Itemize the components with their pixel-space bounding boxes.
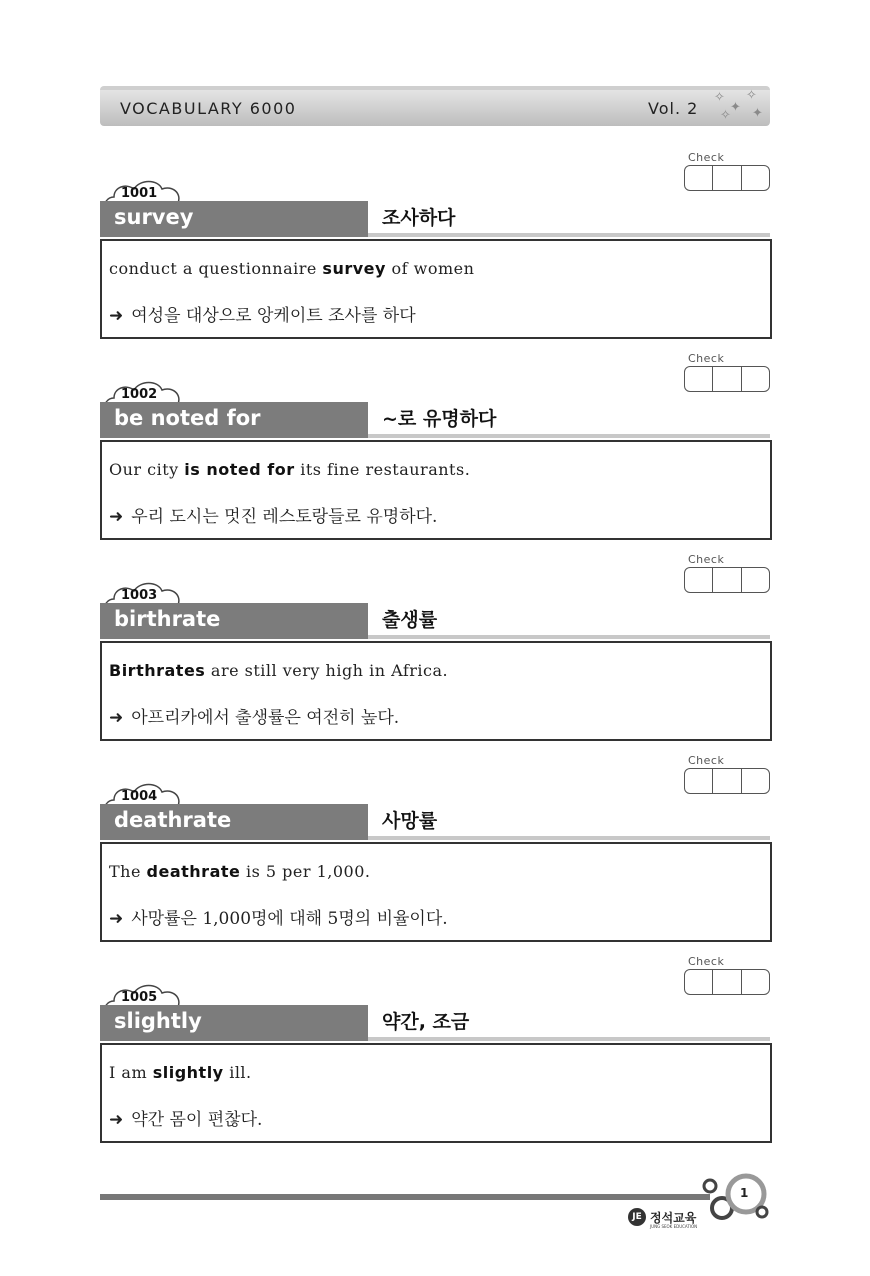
logo-icon: JE — [628, 1208, 646, 1226]
check-boxes[interactable] — [684, 352, 772, 396]
entry-number: 1002 — [121, 387, 158, 402]
check-boxes[interactable] — [684, 754, 772, 798]
check-label: Check — [688, 754, 725, 767]
check-box[interactable] — [713, 166, 741, 190]
check-box[interactable] — [742, 166, 769, 190]
word-bar — [100, 402, 368, 438]
circles-decoration-icon — [700, 1170, 770, 1230]
arrow-icon: ➜ — [109, 909, 124, 929]
example-sentence: The deathrate is 5 per 1,000. — [109, 862, 371, 881]
example-box — [100, 842, 772, 942]
vocab-entry — [100, 352, 770, 542]
check-boxes[interactable] — [684, 955, 772, 999]
entry-number: 1005 — [121, 990, 158, 1005]
check-box[interactable] — [685, 367, 713, 391]
example-box — [100, 641, 772, 741]
example-translation: ➜ 아프리카에서 출생률은 여전히 높다. — [109, 708, 400, 728]
word-bar — [100, 804, 368, 840]
arrow-icon: ➜ — [109, 708, 124, 728]
check-box[interactable] — [742, 970, 769, 994]
vocab-entry — [100, 955, 770, 1145]
vocab-entry — [100, 553, 770, 743]
check-box[interactable] — [742, 769, 769, 793]
arrow-icon: ➜ — [109, 507, 124, 527]
check-box[interactable] — [713, 769, 741, 793]
check-boxes[interactable] — [684, 151, 772, 195]
example-box — [100, 239, 772, 339]
vocab-entry — [100, 151, 770, 341]
entry-number: 1003 — [121, 588, 158, 603]
check-box[interactable] — [713, 568, 741, 592]
book-title: VOCABULARY 6000 — [120, 99, 297, 118]
vocab-word: slightly — [114, 1009, 202, 1033]
example-translation: ➜ 약간 몸이 편찮다. — [109, 1110, 263, 1130]
check-label: Check — [688, 553, 725, 566]
example-sentence: Our city is noted for its fine restaurants. — [109, 460, 471, 479]
check-box[interactable] — [742, 367, 769, 391]
check-box[interactable] — [713, 970, 741, 994]
word-bar — [100, 1005, 368, 1041]
check-box[interactable] — [742, 568, 769, 592]
word-meaning: 사망률 — [382, 810, 438, 832]
footer-rule — [100, 1194, 710, 1200]
example-sentence: conduct a questionnaire survey of women — [109, 259, 475, 278]
divider — [368, 434, 770, 438]
example-box — [100, 1043, 772, 1143]
divider — [368, 836, 770, 840]
check-label: Check — [688, 151, 725, 164]
vocab-word: birthrate — [114, 607, 221, 631]
example-translation: ➜ 우리 도시는 멋진 레스토랑들로 유명하다. — [109, 507, 438, 527]
example-box — [100, 440, 772, 540]
example-keyword: Birthrates — [109, 661, 206, 680]
divider — [368, 635, 770, 639]
divider — [368, 233, 770, 237]
volume-label: Vol. 2 — [648, 99, 699, 118]
word-meaning: 조사하다 — [382, 207, 456, 229]
word-bar — [100, 603, 368, 639]
example-keyword: slightly — [152, 1063, 224, 1082]
word-meaning: 출생률 — [382, 609, 438, 631]
check-box[interactable] — [685, 166, 713, 190]
arrow-icon: ➜ — [109, 306, 124, 326]
check-boxes[interactable] — [684, 553, 772, 597]
publisher-name: 정석교육 — [650, 1211, 697, 1225]
star-decoration-icon: ✧ ✦ ✧ ✦ ✧ — [714, 88, 763, 123]
publisher-name-en: JUNG SEOK EDUCATION — [650, 1224, 698, 1229]
divider — [368, 1037, 770, 1041]
check-label: Check — [688, 352, 725, 365]
example-keyword: survey — [322, 259, 386, 278]
word-meaning: ~로 유명하다 — [382, 408, 497, 430]
vocab-word: survey — [114, 205, 194, 229]
word-bar — [100, 201, 368, 237]
example-sentence: I am slightly ill. — [109, 1063, 252, 1082]
vocab-word: be noted for — [114, 406, 261, 430]
check-box[interactable] — [685, 769, 713, 793]
example-sentence: Birthrates are still very high in Africa. — [109, 661, 449, 680]
arrow-icon: ➜ — [109, 1110, 124, 1130]
example-keyword: is noted for — [184, 460, 295, 479]
publisher-logo — [628, 1208, 708, 1232]
check-box[interactable] — [685, 568, 713, 592]
vocab-word: deathrate — [114, 808, 232, 832]
entry-number: 1001 — [121, 186, 158, 201]
example-translation: ➜ 여성을 대상으로 앙케이트 조사를 하다 — [109, 306, 416, 326]
check-label: Check — [688, 955, 725, 968]
page-number: 1 — [740, 1186, 749, 1200]
entry-number: 1004 — [121, 789, 158, 804]
vocab-entry — [100, 754, 770, 944]
check-box[interactable] — [713, 367, 741, 391]
example-keyword: deathrate — [146, 862, 241, 881]
page-header — [100, 86, 770, 126]
word-meaning: 약간, 조금 — [382, 1011, 470, 1033]
check-box[interactable] — [685, 970, 713, 994]
example-translation: ➜ 사망률은 1,000명에 대해 5명의 비율이다. — [109, 909, 448, 929]
